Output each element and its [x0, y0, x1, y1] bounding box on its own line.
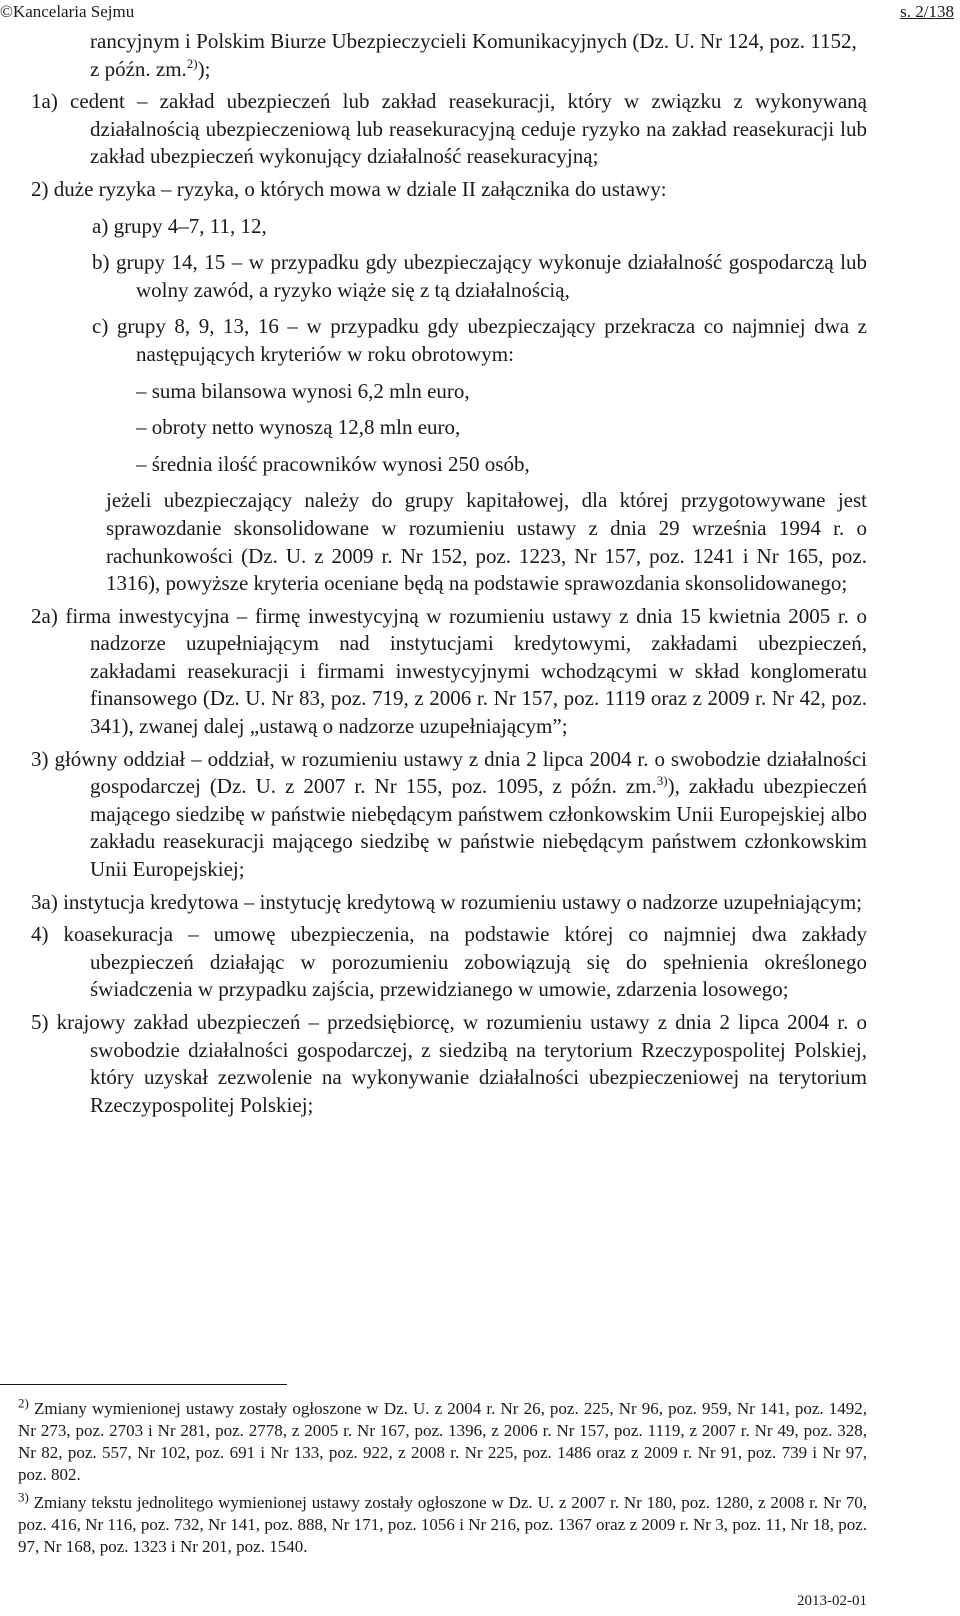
definition-1a: 1a) cedent – zakład ubezpieczeń lub zakład reasekuracji, który w związku z wykonywaną działalnością ubezpieczeniową lub reasekuracyjną ceduje ryzyko na zakład reasekuracji lub zakład ubezpieczeń wykonujący działalność reasekuracyjną; — [31, 89, 867, 169]
definition-3a: 3a) instytucja kredytowa – instytucję kredytową w rozumieniu ustawy o nadzorze uzupełniającym; — [31, 889, 862, 914]
definition-2a: 2a) firma inwestycyjna – firmę inwestycyjną w rozumieniu ustawy z dnia 15 kwietnia 2005 r. o nadzorze uzupełniającym nad instytucjami kredytowymi, zakładami ubezpieczeń, zakładami reasekuracji i firmami inwestycyjnymi wchodzącymi w skład konglomeratu finansowego (Dz. U. Nr 83, poz. 719, z 2006 r. Nr 157, poz. 1119 oraz z 2009 r. Nr 42, poz. 341), zwanej dalej „ustawą o nadzorze uzupełniającym”; — [31, 603, 867, 739]
page-number-link[interactable] — [900, 2, 954, 22]
criterion-dash-3: – średnia ilość pracowników wynosi 250 osób, — [136, 451, 530, 476]
criterion-dash-1: – suma bilansowa wynosi 6,2 mln euro, — [136, 378, 470, 403]
definition-2: 2) duże ryzyka – ryzyka, o których mowa w dziale II załącznika do ustawy: — [31, 176, 667, 201]
definition-4: 4) koasekuracja – umowę ubezpieczenia, na podstawie której co najmniej dwa zakłady ubezpieczeń działając w porozumieniu zobowiązują się do spełnienia określonego świadczenia w przypadku zajścia, przewidzianego w umowie, zdarzenia losowego; — [31, 922, 867, 1002]
definition-2-item-c: c) grupy 8, 9, 13, 16 – w przypadku gdy ubezpieczający przekracza co najmniej dwa z następujących kryteriów w roku obrotowym: — [92, 314, 867, 366]
document-date: 2013-02-01 — [797, 1593, 867, 1609]
copyright-label: ©Kancelaria Sejmu — [0, 2, 135, 21]
document-body — [0, 28, 960, 1119]
definition-2-item-a: a) grupy 4–7, 11, 12, — [92, 213, 267, 238]
criterion-dash-2: – obroty netto wynoszą 12,8 mln euro, — [136, 415, 461, 440]
paragraph-continuation-end: ); — [197, 56, 211, 81]
footnote-3-text: Zmiany tekstu jednolitego wymienionej ustawy zostały ogłoszone w Dz. U. z 2007 r. Nr 180, poz. 1280, z 2008 r. Nr 70, poz. 416, Nr 116, poz. 732, Nr 141, poz. 888, Nr 171, poz. 1056 i Nr 216, poz. 1367 oraz z 2009 r. Nr 3, poz. 11, Nr 18, poz. 97, Nr 168, poz. 1323 i Nr 201, poz. 1540. — [18, 1493, 867, 1556]
page-number[interactable]: s. 2/138 — [900, 2, 954, 21]
definition-2-item-b: b) grupy 14, 15 – w przypadku gdy ubezpieczający wykonuje działalność gospodarczą lub wolny zawód, a ryzyko wiąże się z tą działalnością, — [92, 250, 867, 302]
footnote-ref-2[interactable]: 2) — [186, 55, 198, 71]
footnote-2-marker: 2) — [18, 1395, 29, 1411]
footnote-separator — [0, 1384, 287, 1385]
footnote-2-text: Zmiany wymienionej ustawy zostały ogłoszone w Dz. U. z 2004 r. Nr 26, poz. 225, Nr 96, poz. 959, Nr 141, poz. 1492, Nr 273, poz. 2703 i Nr 281, poz. 2778, z 2005 r. Nr 167, poz. 1396, z 2006 r. Nr 157, poz. 1119, z 2007 r. Nr 49, poz. 328, Nr 82, poz. 557, Nr 102, poz. 691 i Nr 133, poz. 922, z 2008 r. Nr 225, poz. 1486 oraz z 2009 r. Nr 91, poz. 739 i Nr 97, poz. 802. — [18, 1399, 867, 1484]
definition-5: 5) krajowy zakład ubezpieczeń – przedsiębiorcę, w rozumieniu ustawy z dnia 2 lipca 2004 r. o swobodzie działalności gospodarczej, z siedzibą na terytorium Rzeczypospolitej Polskiej, który uzyskał zezwolenie na wykonywanie działalności ubezpieczeniowej na terytorium Rzeczypospolitej Polskiej; — [31, 1010, 867, 1117]
footnote-2 — [0, 1395, 960, 1486]
definition-3-text-cont: ), zakładu ubezpieczeń mającego siedzibę w państwie niebędącym państwem członkowskim Unii Europejskiej albo zakładu reasekuracji mającego siedzibę w państwie niebędącym państwem członkowskim Unii Europejskiej; — [90, 774, 867, 882]
definition-2-note: jeżeli ubezpieczający należy do grupy kapitałowej, dla której przygotowywane jest sprawozdanie skonsolidowane w rozumieniu ustawy z dnia 29 września 1994 r. o rachunkowości (Dz. U. z 2009 r. Nr 152, poz. 1223, Nr 157, poz. 1241 i Nr 165, poz. 1316), powyższe kryteria oceniane będą na podstawie sprawozdania skonsolidowanego; — [106, 488, 867, 596]
footnotes — [0, 1395, 960, 1558]
definition-3 — [0, 746, 960, 884]
footnote-3-marker: 3) — [18, 1489, 29, 1505]
footnote-ref-3[interactable]: 3) — [656, 773, 668, 789]
definition-3-text: 3) główny oddział – oddział, w rozumieniu ustawy z dnia 2 lipca 2004 r. o swobodzie działalności gospodarczej (Dz. U. z 2007 r. Nr 155, poz. 1095, z późn. zm. — [31, 746, 867, 799]
paragraph-continuation — [0, 28, 960, 83]
paragraph-continuation-text: rancyjnym i Polskim Biurze Ubezpieczycieli Komunikacyjnych (Dz. U. Nr 124, poz. 1152, z późn. zm. — [90, 29, 857, 81]
footnote-3 — [0, 1489, 960, 1558]
